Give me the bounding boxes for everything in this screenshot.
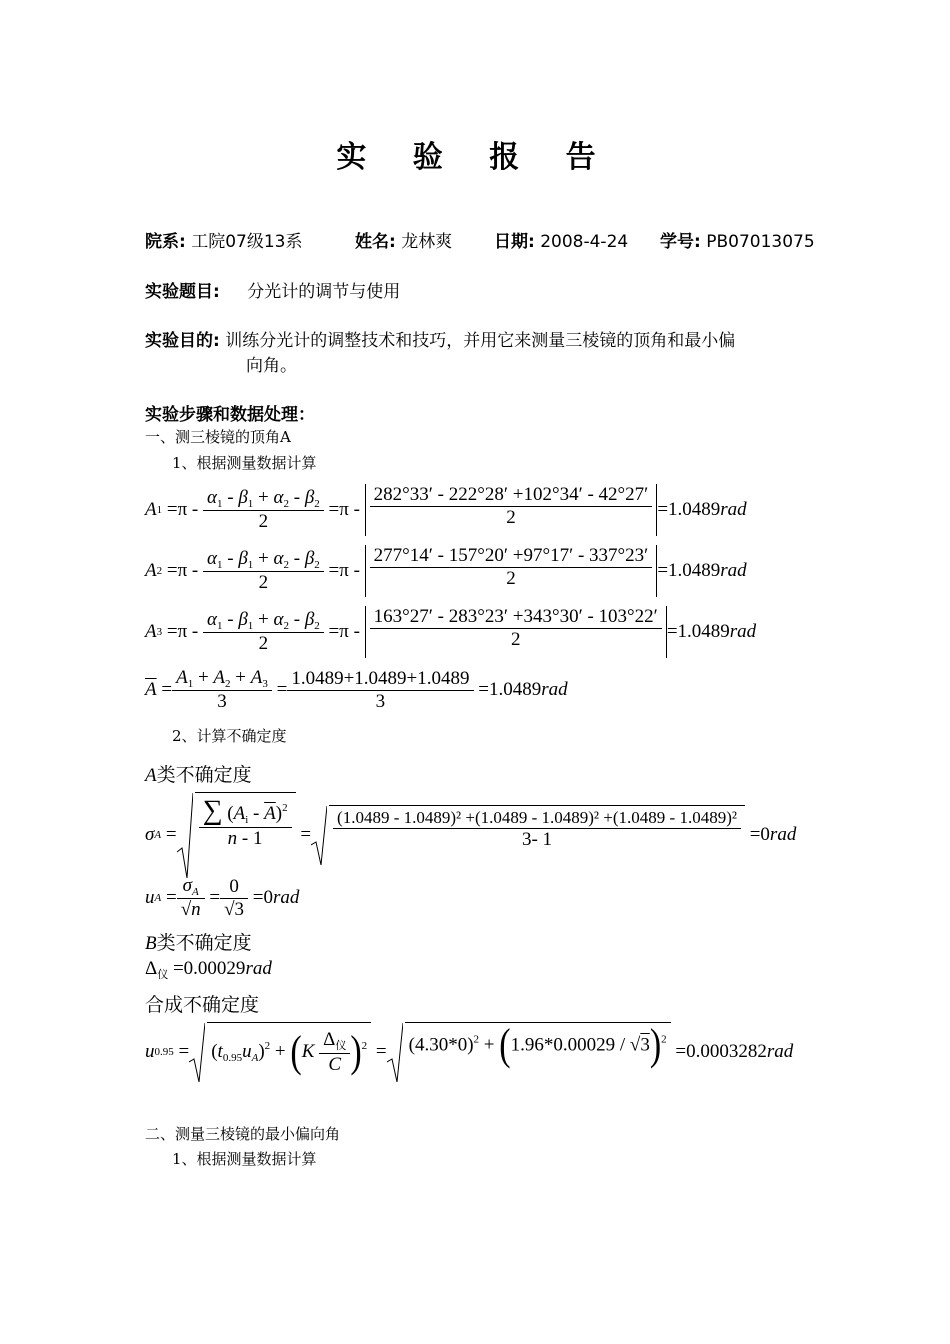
purpose-line: 实验目的: 训练分光计的调整技术和技巧，并用它来测量三棱镜的顶角和最小偏 bbox=[145, 331, 736, 351]
header-line: 院系: 工院07级13系 bbox=[145, 232, 303, 252]
equation-ua: u A = $\frac{\sigma_A}{√n}$ = $\frac{0}{√3}$ =0 rad bbox=[145, 875, 300, 920]
date-value: 2008-4-24 bbox=[540, 232, 629, 252]
combined-heading: 合成不确定度 bbox=[145, 994, 260, 1016]
sigma-denominator: 3- 1 bbox=[521, 829, 553, 850]
eq3-unit: rad bbox=[729, 621, 757, 642]
purpose-line1: 训练分光计的调整技术和技巧，并用它来测量三棱镜的顶角和最小偏 bbox=[225, 331, 736, 351]
sqrt-symbol-4 bbox=[387, 1022, 403, 1082]
sigma-result: =0 bbox=[749, 824, 770, 845]
a-type-label: 类不确定度 bbox=[156, 765, 252, 786]
equation-a3: A 3 =π - $\frac{\alpha_1 - \beta_1 + \alpha_2 - \beta_2}{2}$ =π - $\frac{163^\circ 27' - 283^\circ 23' +343^\circ 30' - 103^\circ 22'}{2}$ =1.0489 rad bbox=[145, 604, 756, 660]
mean-denominator: 3 bbox=[375, 690, 386, 712]
sigma-unit: rad bbox=[769, 824, 797, 845]
purpose-label: 实验目的 bbox=[145, 331, 213, 351]
equation-delta: $\Delta_仪 =0.00029rad$ bbox=[145, 958, 272, 981]
mean-unit: rad bbox=[541, 679, 568, 700]
part2-heading: 二、测量三棱镜的最小偏向角 bbox=[145, 1125, 341, 1143]
equation-mean: $\overline{A}$ = $\frac{A_1 + A_2 + A_3}{3}$ = $\frac{1.0489+1.0489+1.0489}{3}$ =1.0489 rad bbox=[145, 667, 568, 712]
sqrt-symbol-2 bbox=[311, 805, 327, 865]
u95-unit: rad bbox=[766, 1041, 794, 1062]
name-label: 姓名 bbox=[355, 232, 389, 252]
dept-value: 工院07级13系 bbox=[191, 232, 303, 252]
name-field: 姓名: 龙林爽 bbox=[355, 232, 453, 252]
u95-part1: (4.30*0) bbox=[408, 1034, 474, 1056]
topic-label: 实验题目 bbox=[145, 282, 213, 302]
a-type-heading: A类不确定度 bbox=[145, 765, 252, 786]
mean-result: =1.0489 bbox=[478, 679, 542, 700]
date-label: 日期 bbox=[494, 232, 528, 252]
eq3-values: 163°27′ - 283°23′ +343°30′ - 103°22′ bbox=[370, 606, 662, 629]
id-label: 学号 bbox=[660, 232, 694, 252]
equation-sigma: σ A = $\frac{\sum (A_i - \overline{A})^2}{n - 1}$ = $\frac{\text{(1.0489 - 1.0489)² +(1.0489 - 1.0489)² +(1.0489 - 1.0489)²}}{3- 1}$ =0 rad bbox=[145, 790, 796, 880]
delta-unit: rad bbox=[245, 958, 272, 979]
b-type-label: 类不确定度 bbox=[156, 933, 252, 954]
part1-sub2: 2、计算不确定度 bbox=[172, 727, 287, 745]
u95-part2: 1.96*0.00029 bbox=[510, 1034, 616, 1056]
topic-value: 分光计的调节与使用 bbox=[247, 282, 401, 302]
part2-sub1: 1、根据测量数据计算 bbox=[172, 1150, 317, 1168]
topic-line: 实验题目: 分光计的调节与使用 bbox=[145, 282, 401, 302]
dept-label: 院系 bbox=[145, 232, 179, 252]
name-value: 龙林爽 bbox=[401, 232, 453, 252]
eq1-unit: rad bbox=[720, 499, 747, 520]
b-type-heading: B类不确定度 bbox=[145, 933, 252, 954]
sigma-inner: (1.0489 - 1.0489)² +(1.0489 - 1.0489)² +(1.0489 - 1.0489)² bbox=[333, 808, 741, 829]
purpose-line2: 向角。 bbox=[246, 356, 297, 376]
id-field: 学号: PB07013075 bbox=[660, 232, 815, 252]
ua-result: =0 bbox=[252, 887, 274, 908]
eq1-result: =1.0489 bbox=[657, 499, 721, 520]
ua-unit: rad bbox=[273, 887, 300, 908]
id-value: PB07013075 bbox=[706, 232, 815, 252]
page-title: 实 验 报 告 bbox=[336, 140, 614, 175]
eq2-result: =1.0489 bbox=[657, 560, 721, 581]
date-field: 日期: 2008-4-24 bbox=[494, 232, 629, 252]
eq2-unit: rad bbox=[720, 560, 747, 581]
eq1-values: 282°33′ - 222°28′ +102°34′ - 42°27′ bbox=[370, 484, 653, 507]
eq2-values: 277°14′ - 157°20′ +97°17′ - 337°23′ bbox=[370, 545, 653, 568]
sqrt-symbol bbox=[177, 792, 193, 878]
equation-u95: u 0.95 = $(t_{0.95}u_A)^2 + (K$ $\frac{\Delta_仪}{C}$ )$^2$ = $(4.30*0)^2 + (1.96*0.00029 / √3)^2$ =0.0003282 rad bbox=[145, 1020, 793, 1084]
part1-heading: 一、测三棱镜的顶角A bbox=[145, 428, 291, 446]
equation-a2: A 2 =π - $\frac{\alpha_1 - \beta_1 + \alpha_2 - \beta_2}{2}$ =π - $\frac{277^\circ 14' - 157^\circ 20' +97^\circ 17' - 337^\circ 23'}{2}$ =1.0489 rad bbox=[145, 543, 747, 599]
eq3-result: =1.0489 bbox=[666, 621, 730, 642]
u95-result: =0.0003282 bbox=[675, 1041, 767, 1062]
part1-sub1: 1、根据测量数据计算 bbox=[172, 454, 317, 472]
sqrt-symbol-3 bbox=[189, 1022, 205, 1082]
mean-numerator: 1.0489+1.0489+1.0489 bbox=[287, 668, 473, 691]
equation-a1: A 1 =π - $\frac{\alpha_1 - \beta_1 + \alpha_2 - \beta_2}{2}$ =π - $\frac{282^\circ 33' - 222^\circ 28' +102^\circ 34' - 42^\circ 27'}{2}$ =1.0489 rad bbox=[145, 482, 747, 538]
delta-value: =0.00029 bbox=[172, 958, 246, 979]
steps-heading: 实验步骤和数据处理： bbox=[145, 405, 315, 425]
